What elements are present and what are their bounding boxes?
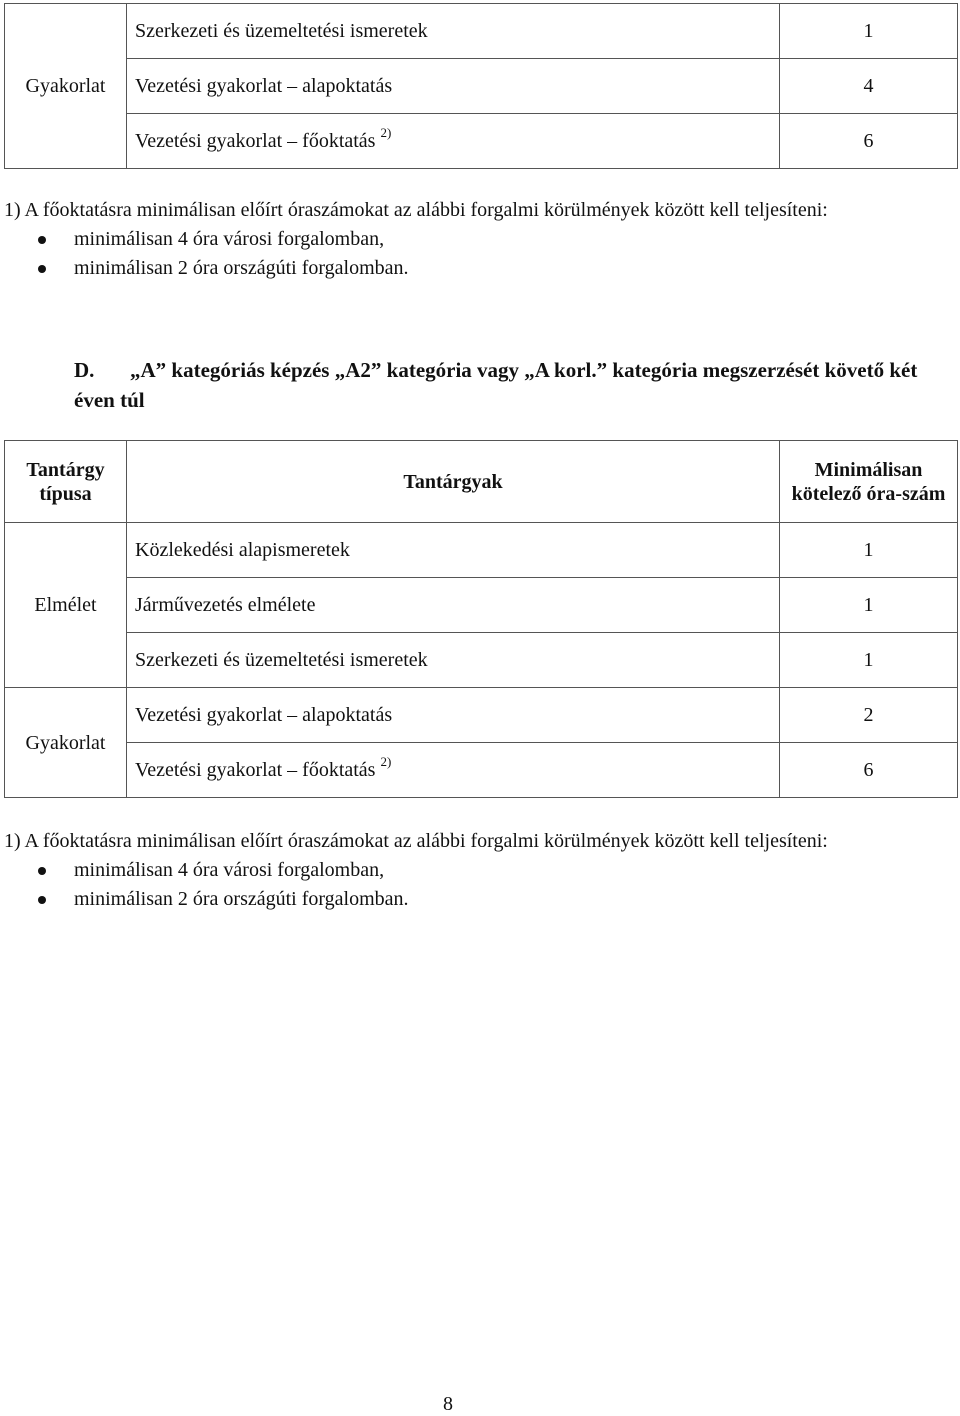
subject-text: Vezetési gyakorlat – főoktatás <box>135 759 376 781</box>
bullet-icon <box>38 896 46 904</box>
hours-cell: 1 <box>780 523 958 578</box>
hours-cell: 2 <box>780 688 958 743</box>
footnote-block <box>4 827 944 914</box>
hours-cell: 1 <box>780 578 958 633</box>
list-item-text: minimálisan 4 óra városi forgalomban, <box>74 859 385 881</box>
header-subject-type: Tantárgy típusa <box>5 441 127 523</box>
hours-cell: 4 <box>780 59 958 114</box>
footnote-text: 1) A főoktatásra minimálisan előírt óraszámokat az alábbi forgalmi körülmények között kell teljesíteni: <box>4 830 828 852</box>
section-title-text: „A” kategóriás képzés „A2” kategória vagy „A korl.” kategória megszerzését követő két éven túl <box>74 358 918 412</box>
subject-cell <box>127 114 780 169</box>
hours-cell: 6 <box>780 114 958 169</box>
page-number: 8 <box>443 1393 453 1415</box>
bullet-icon <box>38 265 46 273</box>
table-header-row <box>5 441 958 523</box>
list-item <box>4 885 944 914</box>
type-cell-theory: Elmélet <box>5 523 127 688</box>
header-min-hours: Minimálisan kötelező óra-szám <box>780 441 958 523</box>
table-row <box>5 114 958 169</box>
type-cell-practice: Gyakorlat <box>5 4 127 169</box>
table-row <box>5 578 958 633</box>
section-heading <box>74 355 934 415</box>
subject-cell: Járművezetés elmélete <box>127 578 780 633</box>
hours-cell: 1 <box>780 633 958 688</box>
table-row <box>5 523 958 578</box>
footnote-bullet-list <box>4 856 944 914</box>
list-item <box>4 225 944 254</box>
subject-cell: Közlekedési alapismeretek <box>127 523 780 578</box>
subject-cell <box>127 743 780 798</box>
bullet-icon <box>38 867 46 875</box>
subject-cell: Vezetési gyakorlat – alapoktatás <box>127 688 780 743</box>
footnote-ref: 2) <box>380 125 392 141</box>
hours-cell: 6 <box>780 743 958 798</box>
type-cell-practice: Gyakorlat <box>5 688 127 798</box>
table-row <box>5 633 958 688</box>
list-item-text: minimálisan 2 óra országúti forgalomban. <box>74 257 409 279</box>
footnote-bullet-list <box>4 225 944 283</box>
footnote-text: 1) A főoktatásra minimálisan előírt óraszámokat az alábbi forgalmi körülmények között kell teljesíteni: <box>4 199 828 221</box>
training-table-d <box>4 440 958 798</box>
header-subjects: Tantárgyak <box>127 441 780 523</box>
section-letter: D. <box>74 358 95 382</box>
subject-text: Vezetési gyakorlat – főoktatás <box>135 130 376 152</box>
table-row <box>5 59 958 114</box>
list-item-text: minimálisan 4 óra városi forgalomban, <box>74 228 385 250</box>
hours-cell: 1 <box>780 4 958 59</box>
table-row <box>5 743 958 798</box>
bullet-icon <box>38 236 46 244</box>
footnote-ref: 2) <box>380 754 392 770</box>
list-item-text: minimálisan 2 óra országúti forgalomban. <box>74 888 409 910</box>
footnote-block <box>4 196 944 283</box>
list-item <box>4 856 944 885</box>
subject-cell: Szerkezeti és üzemeltetési ismeretek <box>127 633 780 688</box>
table-row <box>5 4 958 59</box>
subject-cell: Szerkezeti és üzemeltetési ismeretek <box>127 4 780 59</box>
subject-cell: Vezetési gyakorlat – alapoktatás <box>127 59 780 114</box>
list-item <box>4 254 944 283</box>
training-table-continued <box>4 3 958 169</box>
table-row <box>5 688 958 743</box>
